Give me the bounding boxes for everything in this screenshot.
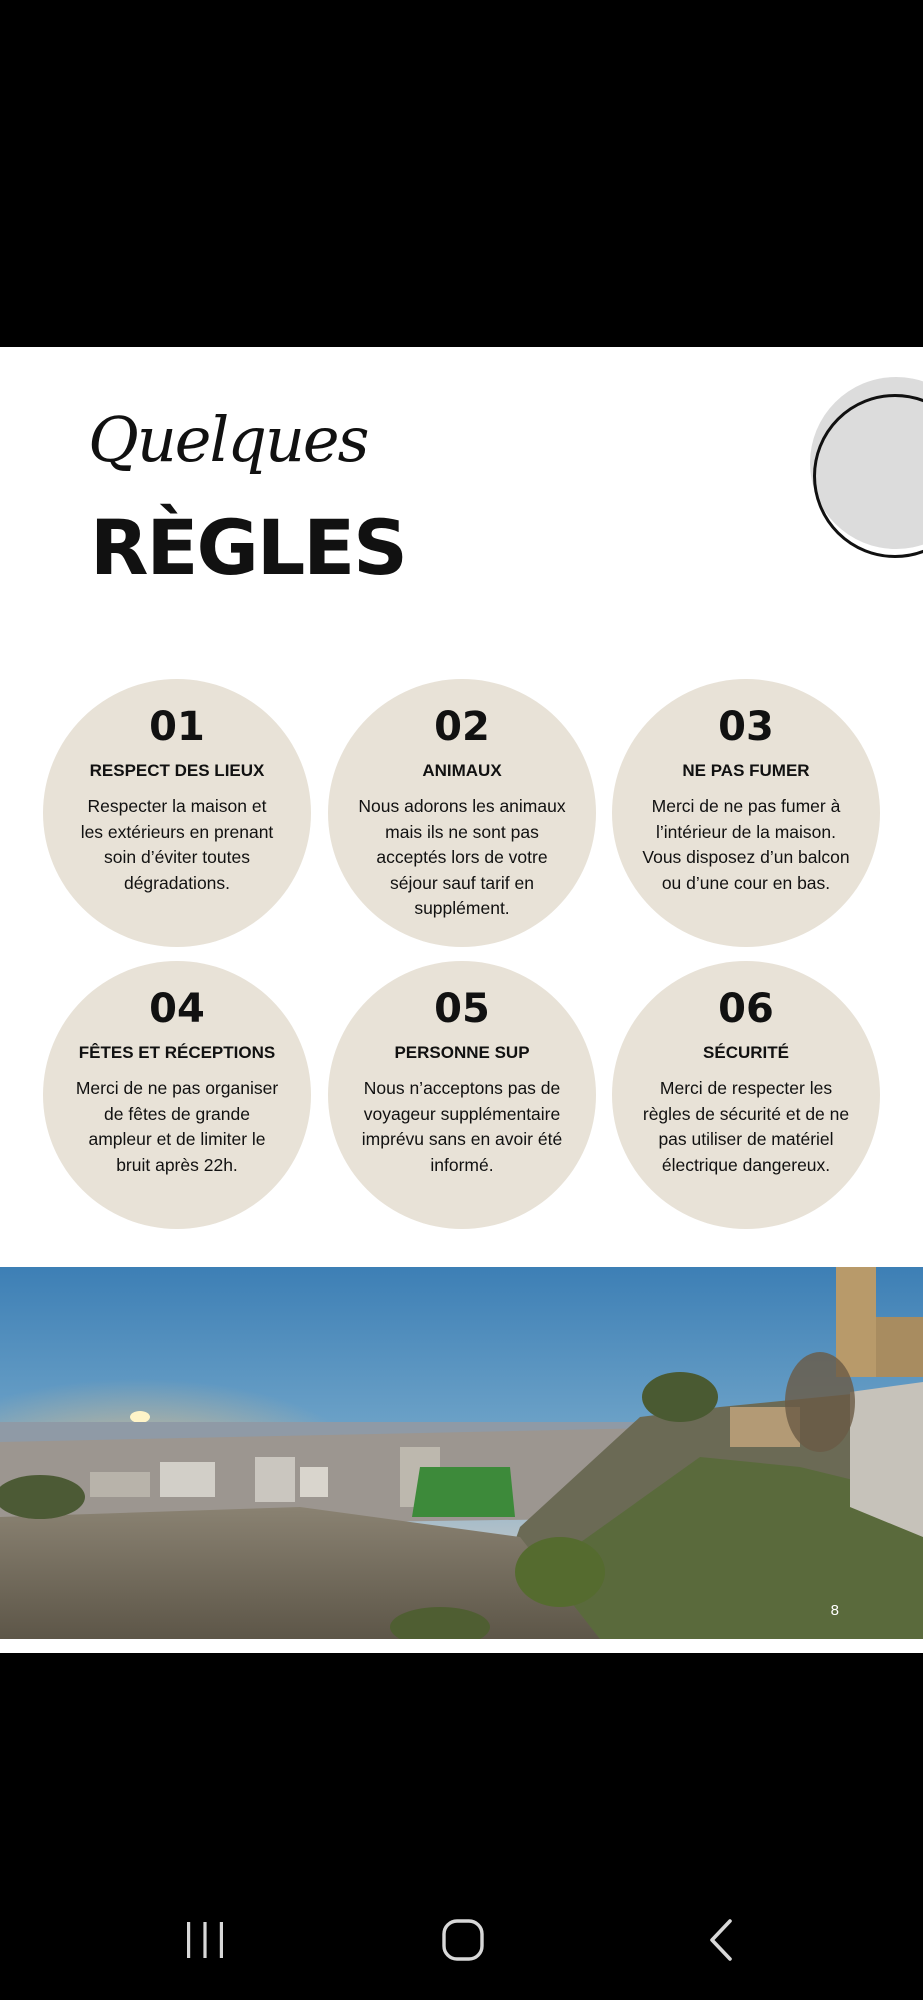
- rule-card-05: [328, 961, 596, 1229]
- rule-card-02: [328, 679, 596, 947]
- back-icon: [700, 1918, 744, 1962]
- rule-card-03: [612, 679, 880, 947]
- rule-number: 06: [718, 986, 774, 1032]
- home-icon: [441, 1918, 485, 1962]
- rule-number: 03: [718, 704, 774, 750]
- rule-number: 05: [434, 986, 490, 1032]
- rule-title: NE PAS FUMER: [682, 761, 810, 780]
- back-button[interactable]: [662, 1880, 782, 2000]
- page-number: 8: [830, 1602, 839, 1619]
- document-page: [0, 347, 923, 1653]
- home-button[interactable]: [403, 1880, 523, 2000]
- title-script: Quelques: [88, 403, 368, 476]
- rule-text: Nous adorons les animaux mais ils ne sont pas acceptés lors de votre séjour sauf tarif en supplément.: [358, 796, 566, 918]
- rule-text: Respecter la maison et les extérieurs en prenant soin d’éviter toutes dégradations.: [80, 796, 274, 893]
- recent-apps-button[interactable]: [145, 1880, 265, 2000]
- rule-card-04: [43, 961, 311, 1229]
- rule-number: 01: [149, 704, 205, 750]
- rule-title: RESPECT DES LIEUX: [89, 761, 265, 780]
- rule-number: 04: [149, 986, 205, 1032]
- rule-text: Merci de ne pas fumer à l’intérieur de la maison. Vous disposez d’un balcon ou d’une cour en bas.: [642, 796, 850, 893]
- rule-number: 02: [434, 704, 490, 750]
- rule-text: Nous n’acceptons pas de voyageur supplémentaire imprévu sans en avoir été informé.: [361, 1078, 563, 1175]
- navigation-bar: [0, 1880, 923, 2000]
- panorama-illustration: [0, 1267, 923, 1639]
- rule-text: Merci de ne pas organiser de fêtes de grande ampleur et de limiter le bruit après 22h.: [75, 1078, 279, 1175]
- rule-title: ANIMAUX: [422, 761, 502, 780]
- rule-card-01: [43, 679, 311, 947]
- rule-card-06: [612, 961, 880, 1229]
- recent-apps-icon: [183, 1918, 227, 1962]
- page-title: RÈGLES: [90, 503, 406, 592]
- rule-title: FÊTES ET RÉCEPTIONS: [78, 1043, 276, 1062]
- panorama-photo: [0, 1267, 923, 1639]
- rule-text: Merci de respecter les règles de sécurité et de ne pas utiliser de matériel électrique dangereux.: [642, 1078, 850, 1175]
- rule-title: SÉCURITÉ: [703, 1043, 789, 1062]
- rule-title: PERSONNE SUP: [394, 1043, 530, 1062]
